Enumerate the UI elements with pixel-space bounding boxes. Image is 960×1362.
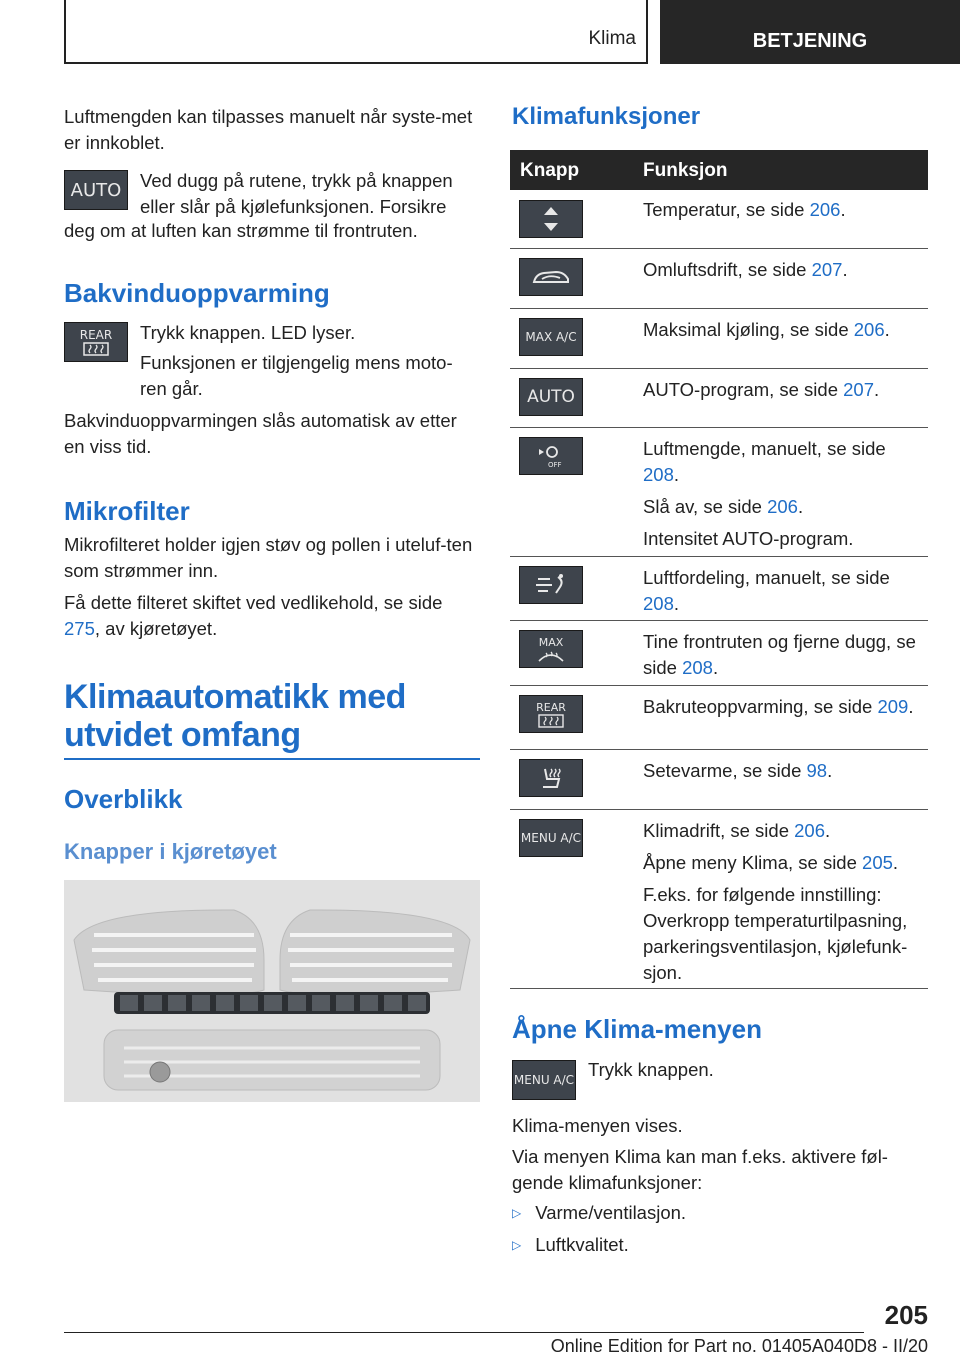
heading-klimaautomatikk-line1: Klimaautomatikk med xyxy=(64,678,406,716)
page-link-205[interactable]: 205 xyxy=(862,852,893,873)
heading-bakvinduoppvarming: Bakvinduoppvarming xyxy=(64,278,330,308)
apne-text: Trykk knappen. xyxy=(588,1059,714,1080)
row-auto-text: AUTO-program, se side 207. xyxy=(643,379,880,400)
via-menyen-text: Via menyen Klima kan man f.eks. aktivere føl-gende klimafunksjoner: xyxy=(512,1146,888,1193)
page-link[interactable]: 206 xyxy=(767,496,798,517)
heading-apne-klima-menyen: Åpne Klima-menyen xyxy=(512,1014,762,1044)
svg-text:OFF: OFF xyxy=(548,461,562,469)
rear-defrost-button-icon xyxy=(64,322,128,362)
max-defrost-icon: MAX xyxy=(519,630,583,668)
bullet-item: ▷ Varme/ventilasjon. xyxy=(512,1202,687,1223)
col-header-knapp: Knapp xyxy=(520,160,580,181)
auto-icon-label: AUTO xyxy=(70,179,122,201)
functions-table-header xyxy=(510,150,928,190)
temperature-arrows-icon xyxy=(519,200,583,238)
rear-text-3: Bakvinduoppvarmingen slås automatisk av etter en viss tid. xyxy=(64,410,457,457)
mikro-text-1: Mikrofilteret holder igjen støv og pollen i uteluf-ten som strømmer inn. xyxy=(64,534,473,581)
dashboard-photo xyxy=(64,880,480,1102)
row-luftmengde-text: Luftmengde, manuelt, se side 208. Slå av, se side 206. Intensitet AUTO-program. xyxy=(643,438,886,549)
rear-icon-label: REAR xyxy=(79,328,113,342)
header-chapter-tab: BETJENING xyxy=(660,0,960,64)
page-link[interactable]: 208 xyxy=(643,464,674,485)
fan-off-icon xyxy=(519,437,583,475)
menu-vises-text: Klima-menyen vises. xyxy=(512,1115,683,1136)
row-divider xyxy=(510,809,928,810)
header-section-title: Klima xyxy=(588,28,636,49)
row-divider xyxy=(510,368,928,369)
air-distribution-icon xyxy=(519,566,583,604)
footer-edition: Online Edition for Part no. 01405A040D8 - II/20 xyxy=(550,1336,928,1356)
menu-ac-icon: MENU A/C xyxy=(519,819,583,857)
row-divider xyxy=(510,988,928,989)
page-link[interactable]: 208 xyxy=(682,657,713,678)
footer-rule xyxy=(64,1332,864,1333)
row-divider xyxy=(510,427,928,428)
row-setevarme-text: Setevarme, se side 98. xyxy=(643,760,833,781)
page-link[interactable]: 207 xyxy=(811,259,843,280)
row-luftfordeling-text: Luftfordeling, manuelt, se side 208. xyxy=(643,567,890,614)
page-link[interactable]: 207 xyxy=(843,379,875,400)
seat-heating-icon xyxy=(519,759,583,797)
row-klimadrift-text: Klimadrift, se side 206. Åpne meny Klima, se side 205. F.eks. for følgende innstilling: Overkropp temperaturtilpasning, parkeringsventilasjon, kjølefunk-sjon. xyxy=(643,820,908,983)
intro-paragraph: Luftmengden kan tilpasses manuelt når syste-met er innkoblet. xyxy=(64,106,473,153)
recirculation-car-icon xyxy=(519,258,583,296)
page-link[interactable]: 98 xyxy=(806,760,828,781)
heading-klimaautomatikk-line2: utvidet omfang xyxy=(64,716,301,754)
row-divider xyxy=(510,749,928,750)
page-link[interactable]: 206 xyxy=(794,820,826,841)
auto-text-1: Ved dugg på rutene, trykk på knappen eller slår på kjølefunksjonen. Forsikre xyxy=(140,170,453,217)
heat-lines-icon xyxy=(83,342,109,356)
page-link[interactable]: 209 xyxy=(877,696,909,717)
heading-knapper: Knapper i kjøretøyet xyxy=(64,839,277,864)
row-tine-text: Tine frontruten og fjerne dugg, se side 208. xyxy=(643,631,916,678)
row-omluft-text: Omluftsdrift, se side 207. xyxy=(643,259,848,280)
row-bakrute-text: Bakruteoppvarming, se side 209. xyxy=(643,696,914,717)
rear-defrost-icon: REAR xyxy=(519,695,583,733)
col-header-funksjon: Funksjon xyxy=(643,160,728,181)
row-divider xyxy=(510,248,928,249)
auto-button-icon xyxy=(64,170,128,210)
row-maksimal-text: Maksimal kjøling, se side 206. xyxy=(643,319,890,340)
rear-text-1: Trykk knappen. LED lyser. xyxy=(140,322,356,343)
page-link-275[interactable]: 275 xyxy=(64,618,95,639)
row-divider xyxy=(510,556,928,557)
auto-text-2: deg om at luften kan strømme til frontruten. xyxy=(64,220,418,241)
bullet-triangle-icon: ▷ xyxy=(512,1238,522,1252)
mikro-text-2: Få dette filteret skiftet ved vedlikehold, se side 275, av kjøretøyet. xyxy=(64,592,443,639)
auto-program-icon: AUTO xyxy=(519,378,583,416)
rear-text-2: Funksjonen er tilgjengelig mens moto-ren går. xyxy=(140,352,453,399)
bullet-triangle-icon: ▷ xyxy=(512,1206,522,1220)
row-divider xyxy=(510,620,928,621)
row-divider xyxy=(510,685,928,686)
heading-overblikk: Overblikk xyxy=(64,784,183,814)
menu-ac-button-icon: MENU A/C xyxy=(512,1060,576,1100)
heading-mikrofilter: Mikrofilter xyxy=(64,496,190,526)
page-number: 205 xyxy=(884,1300,928,1330)
heading-rule xyxy=(64,758,480,760)
row-temperatur-text: Temperatur, se side 206. xyxy=(643,199,846,220)
max-ac-icon: MAX A/C xyxy=(519,318,583,356)
bullet-item: ▷ Luftkvalitet. xyxy=(512,1234,629,1255)
row-divider xyxy=(510,308,928,309)
page-link[interactable]: 208 xyxy=(643,593,674,614)
page-link[interactable]: 206 xyxy=(809,199,841,220)
heading-klimafunksjoner: Klimafunksjoner xyxy=(512,103,701,130)
page-link[interactable]: 206 xyxy=(853,319,885,340)
